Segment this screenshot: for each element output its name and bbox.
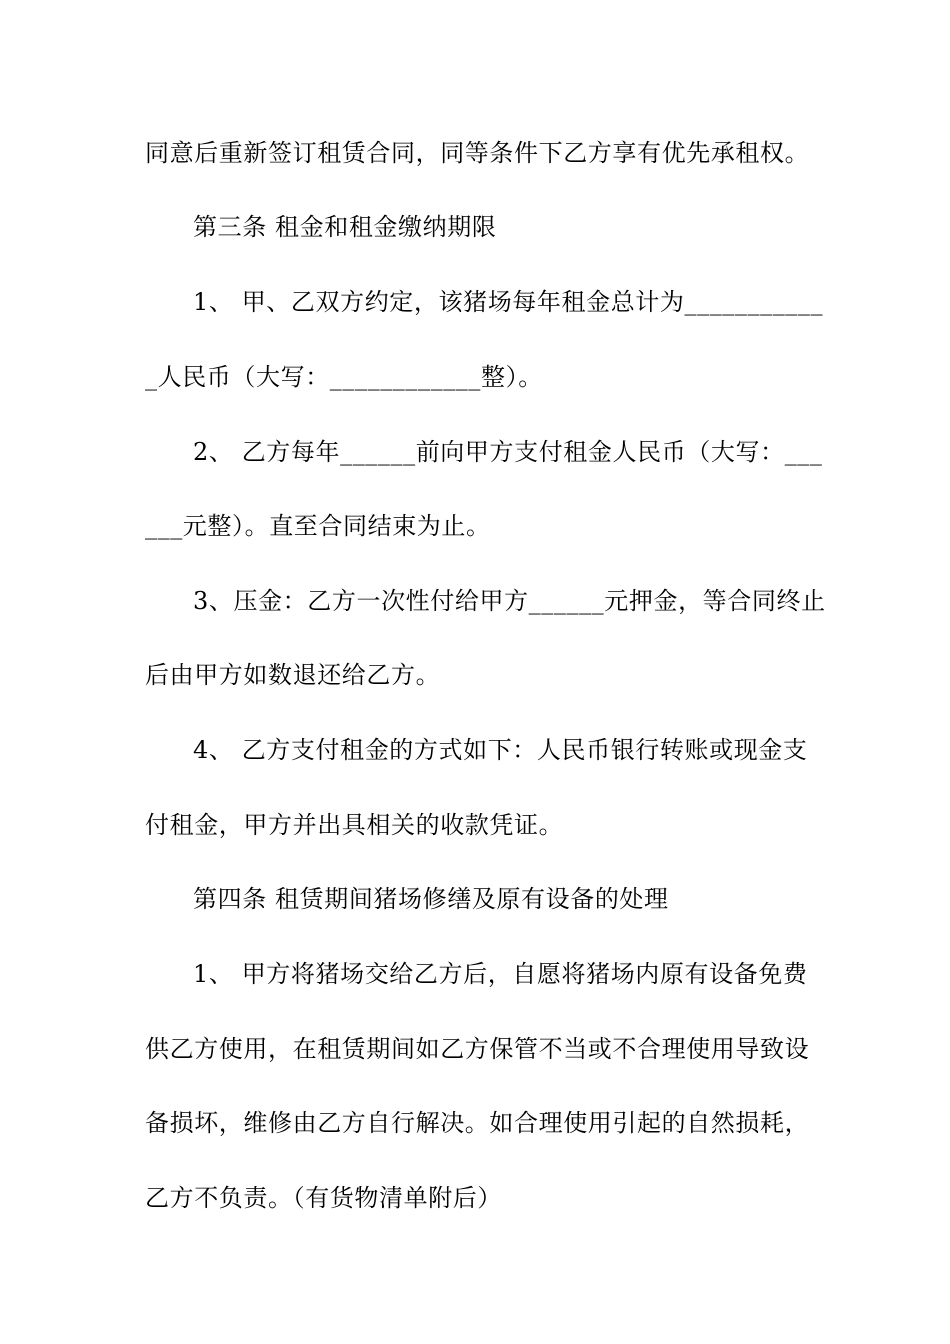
paragraph-line: 同意后重新签订租赁合同，同等条件下乙方享有优先承租权。 — [145, 139, 810, 167]
section-heading-article-3: 第三条 租金和租金缴纳期限 — [193, 213, 497, 241]
paragraph-line: 3、压金：乙方一次性付给甲方______元押金，等合同终止 — [193, 587, 826, 615]
paragraph-line: _人民币（大写：____________整）。 — [145, 363, 543, 391]
section-heading-article-4: 第四条 租赁期间猪场修缮及原有设备的处理 — [193, 885, 669, 913]
paragraph-line: 1、 甲、乙双方约定，该猪场每年租金总计为___________ — [193, 288, 824, 316]
paragraph-line: ___元整）。直至合同结束为止。 — [145, 512, 491, 540]
paragraph-line: 1、 甲方将猪场交给乙方后，自愿将猪场内原有设备免费 — [193, 960, 808, 988]
paragraph-line: 乙方不负责。（有货物清单附后） — [145, 1184, 502, 1212]
paragraph-line: 4、 乙方支付租金的方式如下：人民币银行转账或现金支 — [193, 736, 808, 764]
paragraph-line: 2、 乙方每年______前向甲方支付租金人民币（大写：___ — [193, 438, 823, 466]
paragraph-line: 供乙方使用，在租赁期间如乙方保管不当或不合理使用导致设 — [145, 1035, 810, 1063]
paragraph-line: 付租金，甲方并出具相关的收款凭证。 — [145, 811, 564, 839]
paragraph-line: 备损坏，维修由乙方自行解决。如合理使用引起的自然损耗， — [145, 1109, 810, 1137]
paragraph-line: 后由甲方如数退还给乙方。 — [145, 661, 441, 689]
